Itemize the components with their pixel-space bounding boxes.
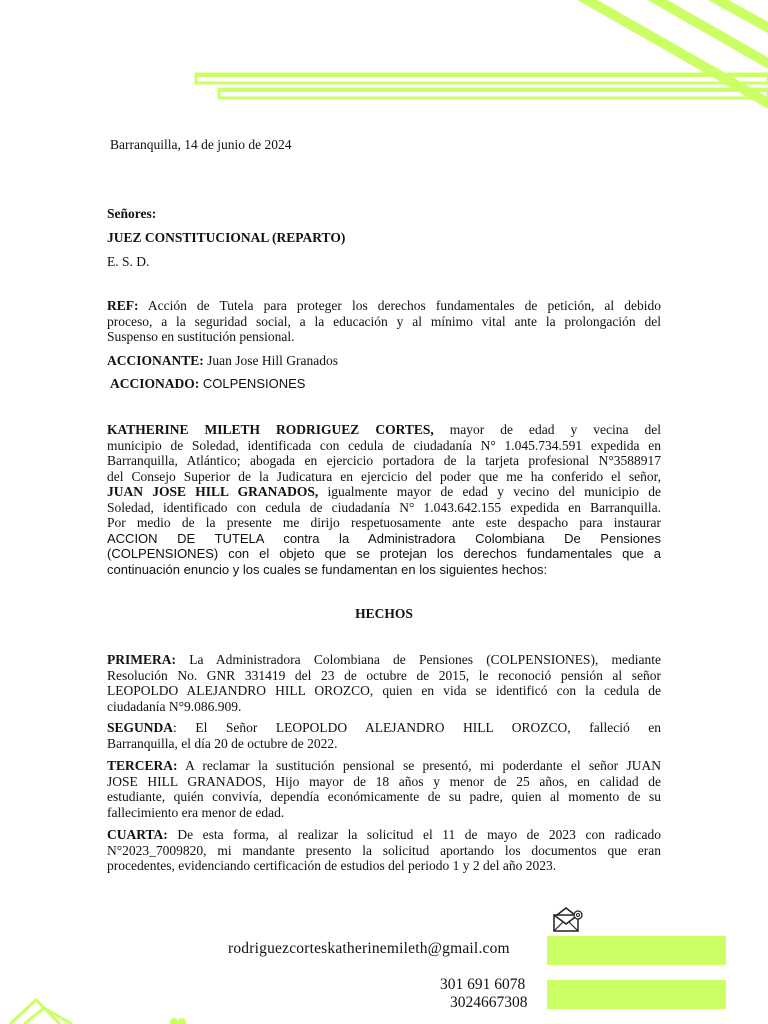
- hecho-tercera: [107, 758, 661, 820]
- hecho-line: A reclamar la sustitución pensional se presentó, mi poderdante el señor JUAN: [177, 758, 661, 773]
- lawyer-name: KATHERINE MILETH RODRIGUEZ CORTES,: [107, 422, 434, 437]
- hecho-line: LEOPOLDO ALEJANDRO HILL OROZCO, quien en vida se identificó con la cedula de: [107, 683, 661, 698]
- hecho-line: La Administradora Colombiana de Pensiones (COLPENSIONES), mediante: [176, 652, 661, 667]
- accionante-line: [107, 353, 661, 369]
- intro-line-6: Soledad, identificado con cedula de ciudadanía N° 1.043.642.155 expedida en Barranquilla.: [107, 499, 661, 515]
- ref-line-2: proceso, a la seguridad social, a la educación y al mínimo vital ante la prolongación del: [107, 313, 661, 329]
- intro-line-7: Por medio de la presente me dirijo respetuosamente ante este despacho para instaurar: [107, 515, 661, 530]
- accionante-label: ACCIONANTE:: [107, 353, 204, 368]
- top-decoration: [0, 0, 768, 110]
- hecho-primera: [107, 652, 661, 714]
- letter-date: Barranquilla, 14 de junio de 2024: [110, 137, 292, 152]
- hecho-line: fallecimiento era menor de edad.: [107, 804, 285, 820]
- salutation: Señores:: [107, 206, 157, 221]
- hecho-label: TERCERA:: [107, 758, 178, 773]
- hecho-segunda: [107, 720, 661, 751]
- ref-line-3: Suspenso en sustitución pensional.: [107, 329, 295, 344]
- ref-paragraph: [107, 298, 661, 345]
- email-accent-box: [547, 936, 726, 965]
- mail-icon: [552, 907, 584, 933]
- intro-line-9: (COLPENSIONES) con el objeto que se protejan los derechos fundamentales que a: [107, 546, 661, 561]
- intro-line-3: Barranquilla, Atlántico; abogada en ejercicio portadora de la tarjeta profesional N°3588917: [107, 453, 661, 468]
- accionante-value: Juan Jose Hill Granados: [203, 353, 338, 368]
- ref-line-1: Acción de Tutela para proteger los derechos fundamentales de petición, al debido: [138, 298, 661, 313]
- addressee-esd: E. S. D.: [107, 254, 150, 269]
- hecho-line: ciudadanía N°9.086.909.: [107, 698, 242, 714]
- hecho-cuarta: [107, 827, 661, 874]
- intro-line-8: ACCION DE TUTELA contra la Administradora Colombiana De Pensiones: [107, 530, 661, 546]
- contact-phone-1: 301 691 6078: [440, 976, 526, 993]
- hecho-label: CUARTA:: [107, 827, 168, 842]
- bottom-decoration: [0, 990, 768, 1024]
- hecho-line: estudiante, quién convivía, dependía económicamente de su padre, quien al momento de su: [107, 789, 661, 804]
- hecho-line: De esta forma, al realizar la solicitud el 11 de mayo de 2023 con radicado: [167, 827, 661, 842]
- accionado-value: COLPENSIONES: [199, 376, 306, 391]
- intro-line-1: mayor de edad y vecina del: [433, 422, 662, 437]
- hecho-line: : El Señor LEOPOLDO ALEJANDRO HILL OROZCO, falleció en: [173, 720, 661, 735]
- accionado-line: [110, 376, 664, 392]
- ref-label: REF:: [107, 298, 139, 313]
- hecho-line: N°2023_7009820, mi mandante presento la solicitud aportando los documentos que eran: [107, 842, 661, 858]
- accionado-label: ACCIONADO:: [110, 376, 200, 391]
- intro-line-5: igualmente mayor de edad y vecino del municipio de: [318, 484, 661, 499]
- hecho-label: PRIMERA:: [107, 652, 176, 667]
- hecho-line: procedentes, evidenciando certificación de estudios del periodo 1 y 2 del año 2023.: [107, 858, 557, 873]
- hecho-label: SEGUNDA: [107, 720, 174, 735]
- addressee-judge: JUEZ CONSTITUCIONAL (REPARTO): [107, 230, 346, 245]
- intro-line-4: del Consejo Superior de la Judicatura en ejercicio del poder que me ha conferido el señor,: [107, 468, 661, 484]
- intro-paragraph: [107, 422, 661, 577]
- hecho-line: Barranquilla, el día 20 de octubre de 2022.: [107, 735, 338, 751]
- hechos-heading: HECHOS: [355, 606, 413, 621]
- intro-line-2: municipio de Soledad, identificada con cedula de ciudadanía N° 1.045.734.591 expedida en: [107, 437, 661, 453]
- contact-email[interactable]: rodriguezcorteskatherinemileth@gmail.com: [228, 940, 510, 957]
- hecho-line: JOSE HILL GRANADOS, Hijo mayor de 18 años y menor de 25 años, en calidad de: [107, 773, 661, 789]
- hecho-line: Resolución No. GNR 331419 del 23 de octubre de 2015, le reconoció pensión al señor: [107, 667, 661, 683]
- contact-phone-2: 3024667308: [450, 994, 528, 1011]
- client-name: JUAN JOSE HILL GRANADOS,: [107, 484, 319, 499]
- intro-line-10: continuación enuncio y los cuales se fundamentan en los siguientes hechos:: [107, 561, 548, 577]
